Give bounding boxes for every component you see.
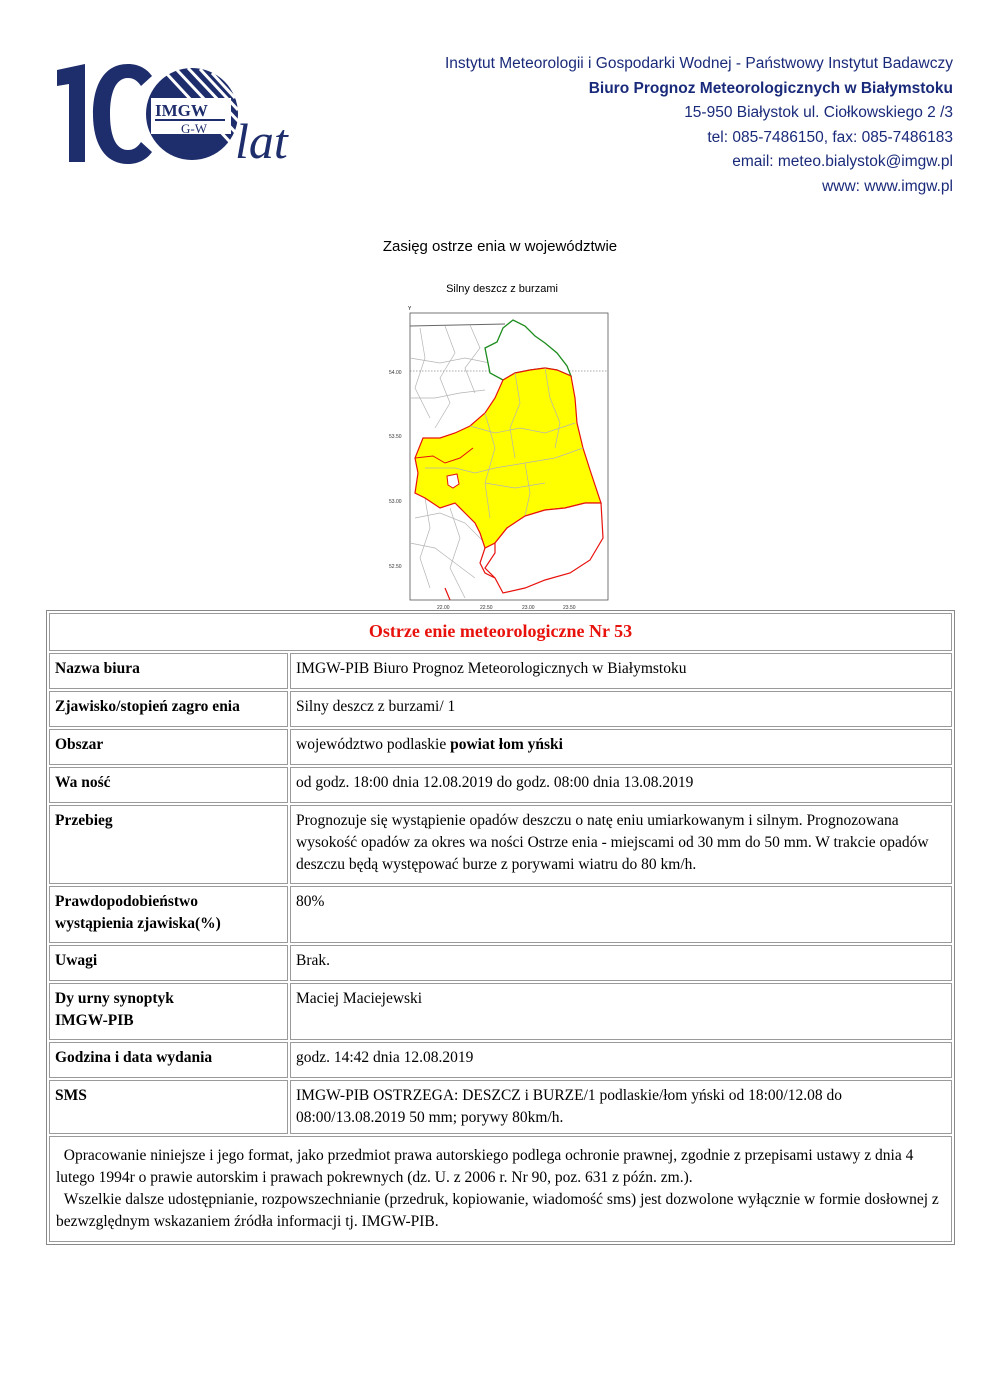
svg-text:IMGW: IMGW bbox=[155, 101, 208, 120]
warning-title: Ostrze enie meteorologiczne Nr 53 bbox=[49, 613, 952, 651]
institute-contact-block bbox=[445, 52, 953, 199]
office-website: www: www.imgw.pl bbox=[822, 177, 953, 195]
probability-label-line1: Prawdopodobieństwo bbox=[55, 893, 198, 910]
row-label-forecaster bbox=[49, 983, 288, 1040]
office-address: 15-950 Białystok ul. Ciołkowskiego 2 /3 bbox=[684, 104, 953, 121]
map-caption: Zasięg ostrze enia w województwie bbox=[382, 238, 618, 255]
row-value-remarks: Brak. bbox=[290, 945, 952, 981]
row-value-sms: IMGW-PIB OSTRZEGA: DESZCZ i BURZE/1 podlaskie/łom yński od 18:00/12.08 do 08:00/13.08.2019 50 mm; porywy 80km/h. bbox=[290, 1080, 952, 1134]
map-y-axis-label: Y bbox=[408, 306, 412, 312]
map-x-tick: 22.00 bbox=[437, 605, 450, 611]
institute-name: Instytut Meteorologii i Gospodarki Wodnej - Państwowy Instytut Badawczy bbox=[445, 55, 953, 72]
row-value-validity: od godz. 18:00 dnia 12.08.2019 do godz. 08:00 dnia 13.08.2019 bbox=[290, 767, 952, 803]
area-county: powiat łom yński bbox=[450, 736, 563, 753]
map-y-tick: 54.00 bbox=[389, 370, 402, 376]
svg-text:G-W: G-W bbox=[181, 121, 207, 136]
copyright-line1: Opracowanie niniejsze i jego format, jako przedmiot prawa autorskiego podlega ochronie prawnej, zgodnie z przepisami ustawy z dnia 4 lutego 1994r o prawie autorskim i prawach pokrewnych (dz. U. z 2006 r. Nr 90, poz. 631 z późn. zm.). bbox=[56, 1147, 918, 1186]
probability-label-line2: wystąpienia zjawiska(%) bbox=[55, 915, 221, 932]
row-value-probability: 80% bbox=[290, 886, 952, 943]
row-value-forecaster: Maciej Maciejewski bbox=[290, 983, 952, 1040]
row-value-phenomenon: Silny deszcz z burzami/ 1 bbox=[290, 691, 952, 727]
row-label-office: Nazwa biura bbox=[49, 653, 288, 689]
row-label-area: Obszar bbox=[49, 729, 288, 765]
map-y-tick: 53.50 bbox=[389, 434, 402, 440]
row-label-sms: SMS bbox=[49, 1080, 288, 1134]
copyright-notice bbox=[49, 1136, 952, 1242]
forecaster-label-line2: IMGW-PIB bbox=[55, 1012, 134, 1029]
row-value-issue-time: godz. 14:42 dnia 12.08.2019 bbox=[290, 1042, 952, 1078]
row-label-course: Przebieg bbox=[49, 805, 288, 884]
map-y-tick: 52.50 bbox=[389, 564, 402, 570]
copyright-line2: Wszelkie dalsze udostępnianie, rozpowszechnianie (przedruk, kopiowanie, wiadomość sms) jest dozwolone wyłącznie w formie dosłownej z bezwzględnym wskazaniem źródła informacji tj. IMGW-PIB. bbox=[56, 1191, 943, 1230]
row-value-office: IMGW-PIB Biuro Prognoz Meteorologicznych w Białymstoku bbox=[290, 653, 952, 689]
row-label-remarks: Uwagi bbox=[49, 945, 288, 981]
row-value-course: Prognozuje się wystąpienie opadów deszczu o natę eniu umiarkowanym i silnym. Prognozowana wysokość opadów za okres wa ności Ostrze enia - miejscami od 30 mm do 50 mm. W trakcie opadów deszczu będą występować burze z porywami wiatru do 80 km/h. bbox=[290, 805, 952, 884]
warning-area-map bbox=[385, 298, 611, 616]
forecaster-label-line1: Dy urny synoptyk bbox=[55, 990, 174, 1007]
area-region: województwo podlaskie bbox=[296, 736, 451, 753]
row-label-issue-time: Godzina i data wydania bbox=[49, 1042, 288, 1078]
row-label-validity: Wa ność bbox=[49, 767, 288, 803]
office-name: Biuro Prognoz Meteorologicznych w Białymstoku bbox=[588, 79, 953, 97]
map-y-tick: 53.00 bbox=[389, 499, 402, 505]
row-label-probability bbox=[49, 886, 288, 943]
office-phone: tel: 085-7486150, fax: 085-7486183 bbox=[707, 128, 953, 146]
map-x-tick: 23.50 bbox=[563, 605, 576, 611]
office-email: email: meteo.bialystok@imgw.pl bbox=[732, 153, 953, 170]
map-title: Silny deszcz z burzami bbox=[446, 283, 558, 295]
imgw-100-lat-logo bbox=[55, 62, 305, 167]
row-label-phenomenon: Zjawisko/stopień zagro enia bbox=[49, 691, 288, 727]
map-x-tick: 23.00 bbox=[522, 605, 535, 611]
svg-text:lat: lat bbox=[235, 113, 288, 167]
map-x-tick: 22.50 bbox=[480, 605, 493, 611]
row-value-area bbox=[290, 729, 952, 765]
warning-table bbox=[46, 610, 955, 1245]
